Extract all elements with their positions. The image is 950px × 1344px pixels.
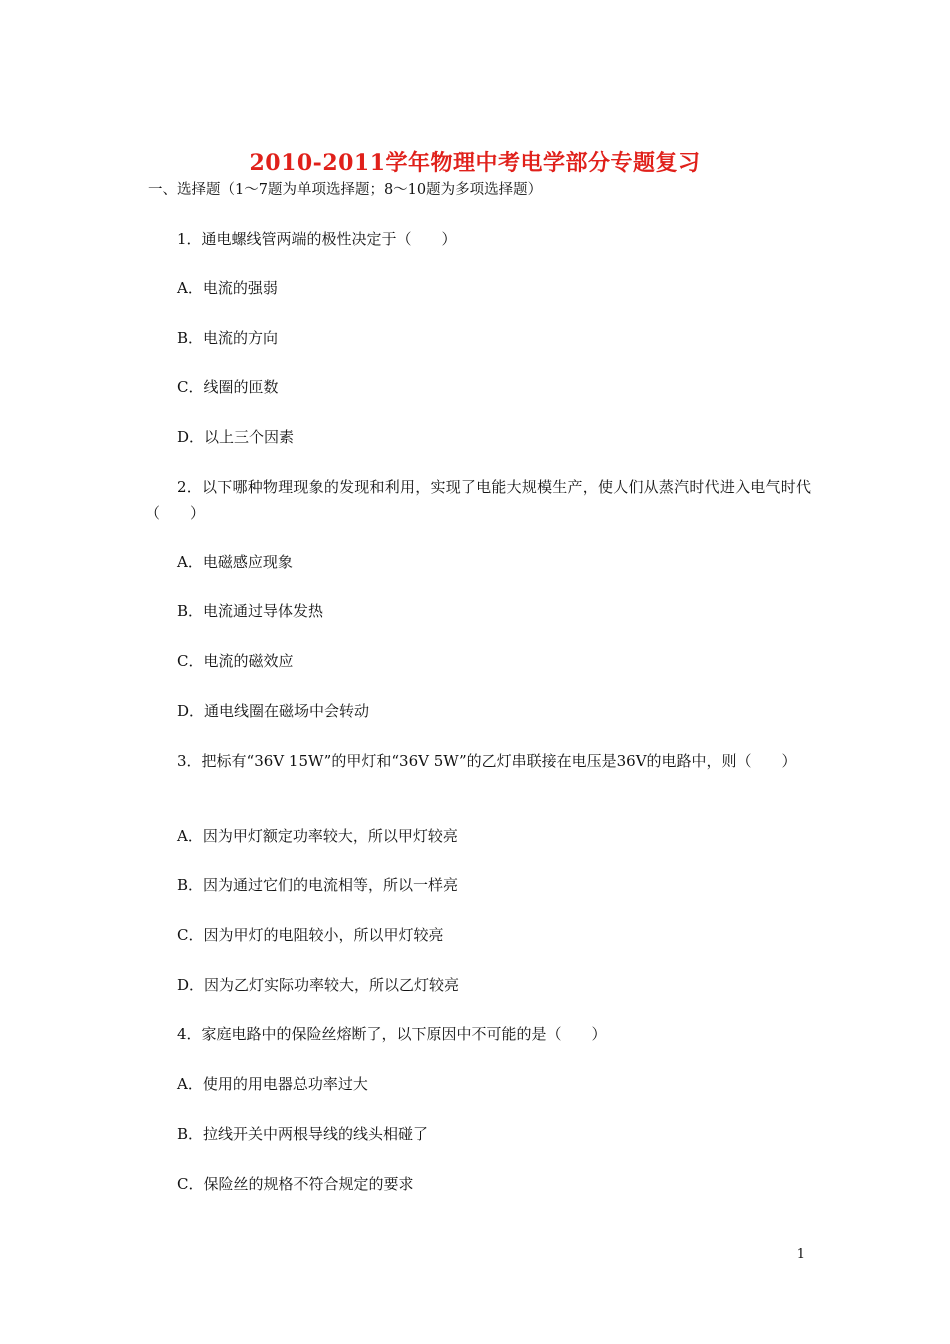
page-number: 1 (796, 1247, 805, 1262)
question-4-option-c: C．保险丝的规格不符合规定的要求 (177, 1175, 414, 1193)
question-2-option-b: B．电流通过导体发热 (177, 602, 324, 620)
document-title: 2010-2011学年物理中考电学部分专题复习 (249, 150, 701, 176)
question-4-option-a: A．使用的用电器总功率过大 (177, 1075, 368, 1093)
question-4-option-b: B．拉线开关中两根导线的线头相碰了 (177, 1125, 429, 1143)
question-1-option-c: C．线圈的匝数 (177, 378, 279, 396)
question-2-stem: 2．以下哪种物理现象的发现和利用，实现了电能大规模生产，使人们从蒸汽时代进入电气时代（ ） (145, 478, 811, 522)
question-3-option-d: D．因为乙灯实际功率较大，所以乙灯较亮 (177, 976, 460, 994)
question-2-option-a: A．电磁感应现象 (177, 553, 293, 571)
question-1-option-b: B．电流的方向 (177, 329, 279, 347)
question-3-option-b: B．因为通过它们的电流相等，所以一样亮 (177, 876, 459, 894)
question-1-option-d: D．以上三个因素 (177, 428, 295, 446)
question-2-option-c: C．电流的磁效应 (177, 652, 294, 670)
question-3-option-a: A．因为甲灯额定功率较大，所以甲灯较亮 (177, 827, 458, 845)
question-2-option-d: D．通电线圈在磁场中会转动 (177, 702, 370, 720)
section-heading: 一、选择题（1～7题为单项选择题；8～10题为多项选择题） (148, 182, 543, 198)
question-3-stem: 3．把标有“36V 15W”的甲灯和“36V 5W”的乙灯串联接在电压是36V的电路中，则（ ） (177, 752, 797, 770)
question-4-stem: 4．家庭电路中的保险丝熔断了，以下原因中不可能的是（ ） (177, 1025, 607, 1043)
question-3-option-c: C．因为甲灯的电阻较小，所以甲灯较亮 (177, 926, 444, 944)
question-1-stem: 1．通电螺线管两端的极性决定于（ ） (177, 230, 457, 248)
question-1-option-a: A．电流的强弱 (177, 279, 278, 297)
